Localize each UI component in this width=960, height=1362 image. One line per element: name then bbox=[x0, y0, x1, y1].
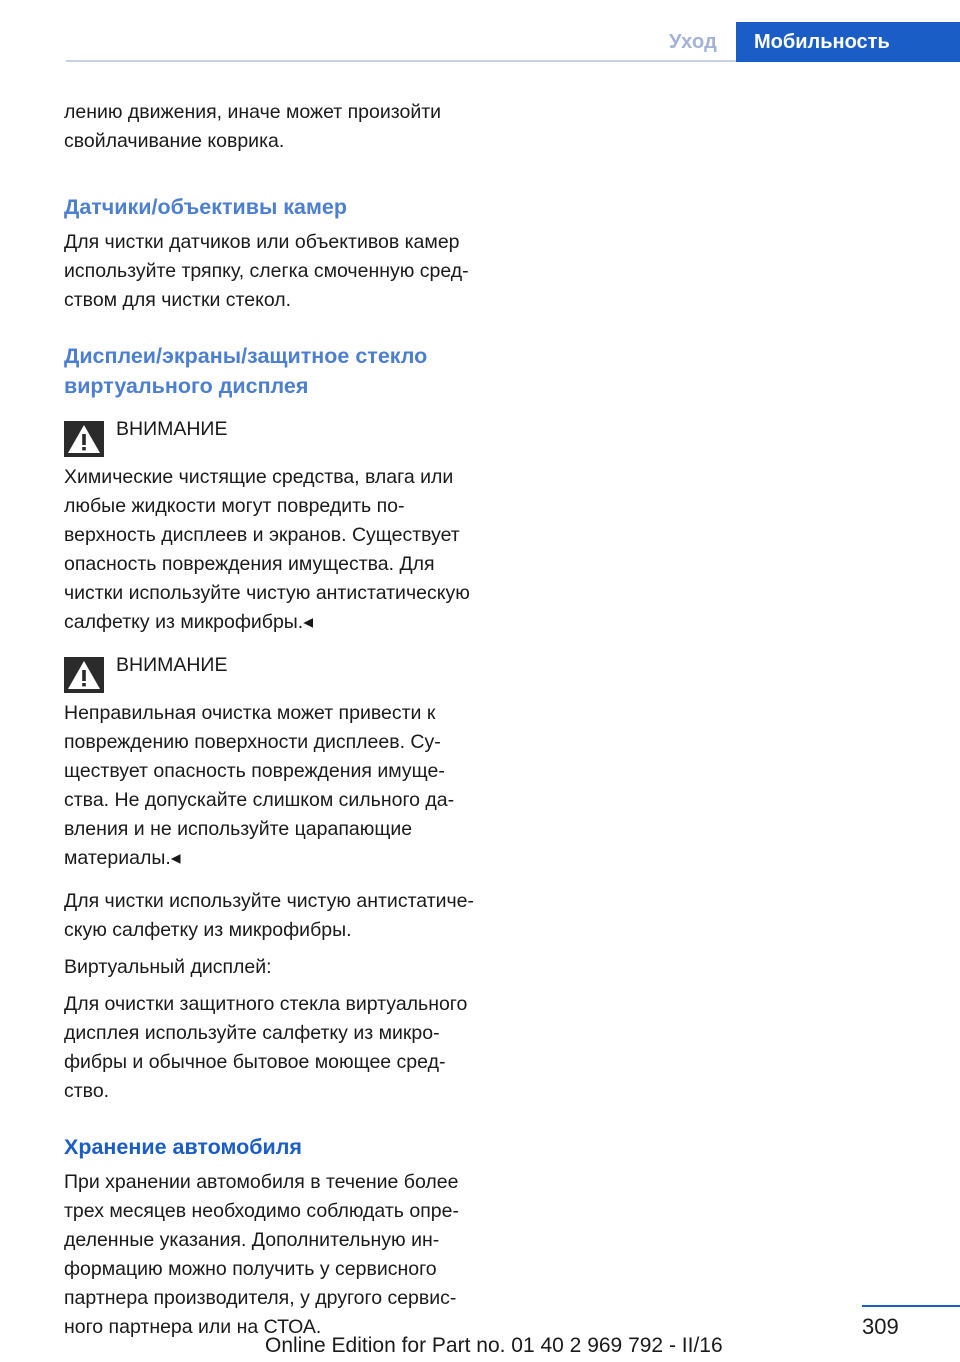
sensors-paragraph: Для чистки датчиков или объективов камер используйте тряпку, слегка смоченную средством для чистки стекол. bbox=[64, 231, 469, 311]
storage-paragraph: При хранении автомобиля в течение более трех месяцев необходимо соблюдать определенные указания. Дополнительную информацию можно получить у сервисного партнера производителя, у другого сервисного партнера или на СТОА. bbox=[64, 1171, 459, 1338]
warning-text: Химические чистящие средства, влага или любые жидкости могут повредить поверхность дисплеев и экранов. Существует опасность повреждения имущества. Для чистки используйте чистую антистатическую салфетку из микрофибры.◂ bbox=[64, 466, 470, 633]
section-title-displays: Дисплеи/экраны/защитное стекло виртуального дисплея bbox=[64, 344, 428, 398]
warning-label: ВНИМАНИЕ bbox=[116, 654, 228, 676]
section-title-storage: Хранение автомобиля bbox=[64, 1135, 302, 1159]
page-content bbox=[64, 98, 482, 1342]
warning-triangle-icon bbox=[64, 421, 104, 457]
section-title-sensors: Датчики/объективы камер bbox=[64, 195, 347, 219]
virtual-display-paragraph: Для очистки защитного стекла виртуального дисплея используйте салфетку из микрофибры и обычное бытовое моющее средство. bbox=[64, 993, 468, 1102]
warning-label: ВНИМАНИЕ bbox=[116, 418, 228, 440]
virtual-display-label: Виртуальный дисплей: bbox=[64, 956, 272, 978]
warning-block-2 bbox=[64, 651, 482, 873]
cleaning-paragraph: Для чистки используйте чистую антистатическую салфетку из микрофибры. bbox=[64, 890, 475, 941]
page-number: 309 bbox=[862, 1314, 899, 1339]
tab-care[interactable]: Уход bbox=[668, 30, 718, 53]
footer-rule bbox=[862, 1305, 960, 1307]
edition-footer: Online Edition for Part no. 01 40 2 969 792 - II/16 bbox=[265, 1334, 723, 1357]
intro-paragraph: лению движения, иначе может произойти свойлачивание коврика. bbox=[64, 101, 442, 152]
warning-block-1 bbox=[64, 415, 482, 637]
warning-text: Неправильная очистка может привести к повреждению поверхности дисплеев. Существует опасность повреждения имущества. Не допускайте слишком сильного давления и не используйте царапающие материалы.◂ bbox=[64, 702, 455, 869]
tab-mobility[interactable]: Мобильность bbox=[736, 22, 960, 62]
warning-triangle-icon bbox=[64, 657, 104, 693]
